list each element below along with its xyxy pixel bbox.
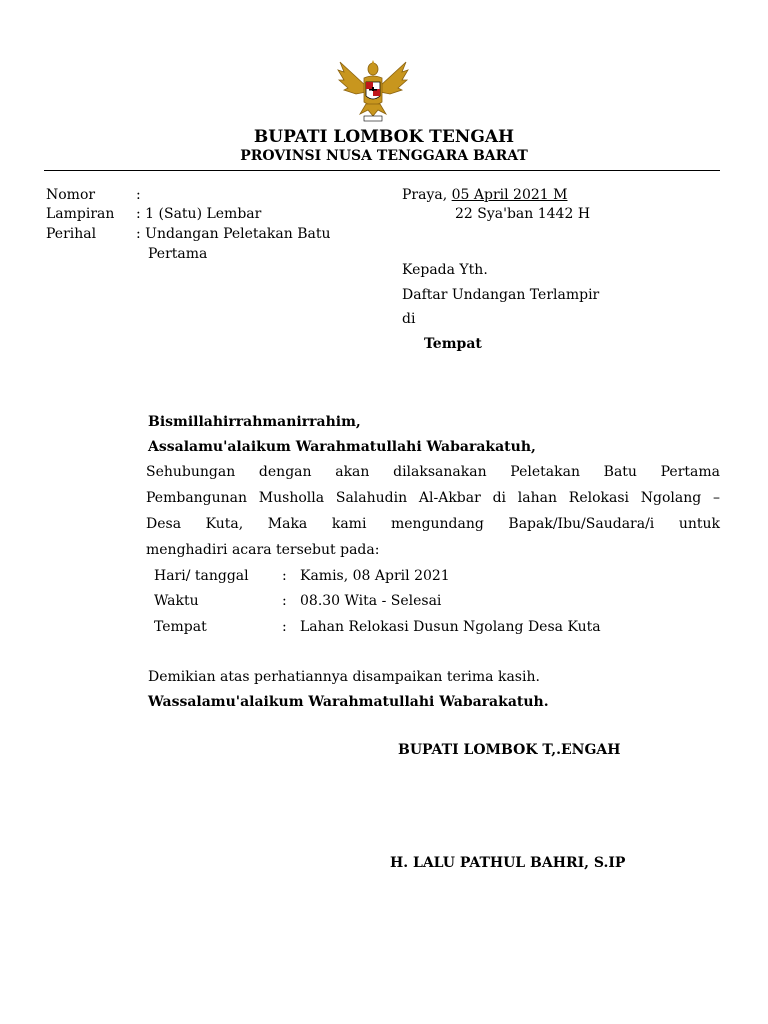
opening-basmalah: Bismillahirrahmanirrahim, bbox=[148, 414, 361, 430]
body-paragraph-line-1: Sehubungan dengan akan dilaksanakan Peletakan Batu Pertama bbox=[146, 464, 720, 480]
detail-value-time: 08.30 Wita - Selesai bbox=[300, 593, 442, 609]
detail-colon-time: : bbox=[282, 593, 287, 609]
lampiran-value: : 1 (Satu) Lembar bbox=[136, 206, 262, 222]
closing-thanks: Demikian atas perhatiannya disampaikan terima kasih. bbox=[148, 669, 540, 685]
date-gregorian: 05 April 2021 M bbox=[451, 187, 568, 203]
body-paragraph-line-2: Pembangunan Musholla Salahudin Al-Akbar di lahan Relokasi Ngolang – bbox=[146, 490, 720, 506]
detail-value-day: Kamis, 08 April 2021 bbox=[300, 568, 450, 584]
date-hijri: 22 Sya'ban 1442 H bbox=[455, 206, 591, 222]
date-line bbox=[402, 186, 567, 204]
detail-label-day: Hari/ tanggal bbox=[154, 568, 249, 584]
detail-colon-place: : bbox=[282, 619, 287, 635]
recipient-line-1: Kepada Yth. bbox=[402, 262, 488, 278]
lampiran-label: Lampiran bbox=[46, 206, 115, 222]
date-place: Praya, bbox=[402, 187, 448, 203]
nomor-value: : bbox=[136, 187, 141, 203]
closing-salam: Wassalamu'alaikum Warahmatullahi Wabarakatuh. bbox=[148, 694, 549, 710]
letterhead-subtitle: PROVINSI NUSA TENGGARA BARAT bbox=[240, 148, 528, 164]
signature-name: H. LALU PATHUL BAHRI, S.IP bbox=[390, 855, 626, 871]
perihal-value-cont: Pertama bbox=[148, 246, 208, 262]
recipient-line-2: Daftar Undangan Terlampir bbox=[402, 287, 600, 303]
recipient-line-4: Tempat bbox=[424, 336, 482, 352]
garuda-emblem-icon bbox=[336, 56, 410, 124]
signature-office: BUPATI LOMBOK T,.ENGAH bbox=[398, 742, 621, 758]
body-paragraph-line-4: menghadiri acara tersebut pada: bbox=[146, 542, 380, 558]
detail-label-place: Tempat bbox=[154, 619, 207, 635]
letterhead-divider bbox=[44, 170, 720, 171]
recipient-line-3: di bbox=[402, 311, 416, 327]
detail-colon-day: : bbox=[282, 568, 287, 584]
perihal-label: Perihal bbox=[46, 226, 97, 242]
detail-value-place: Lahan Relokasi Dusun Ngolang Desa Kuta bbox=[300, 619, 601, 635]
detail-label-time: Waktu bbox=[154, 593, 199, 609]
letterhead-title: BUPATI LOMBOK TENGAH bbox=[253, 127, 515, 147]
nomor-label: Nomor bbox=[46, 187, 96, 203]
body-paragraph-line-3: Desa Kuta, Maka kami mengundang Bapak/Ibu/Saudara/i untuk bbox=[146, 516, 720, 532]
opening-greeting: Assalamu'alaikum Warahmatullahi Wabarakatuh, bbox=[148, 439, 536, 455]
perihal-value: : Undangan Peletakan Batu bbox=[136, 226, 331, 242]
